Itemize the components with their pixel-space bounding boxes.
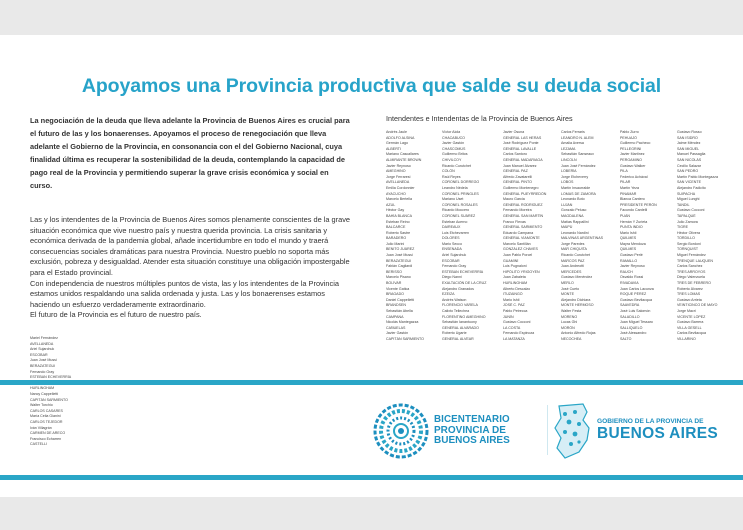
- left-name-list: [30, 336, 120, 448]
- list-item: BERAZATEGUI: [386, 258, 412, 263]
- list-item: TRES ARROYOS: [677, 269, 706, 274]
- list-item: Facundo Cardelli: [620, 208, 648, 213]
- list-item: SUIPACHA: [677, 191, 696, 196]
- document-sheet: [0, 35, 743, 497]
- list-item: Juan Pablo Porcel: [503, 253, 533, 258]
- list-item: Roberto Sastre: [386, 230, 411, 235]
- list-item: Federico Achával: [620, 174, 648, 179]
- list-item: Marcelo Bertella: [386, 197, 412, 202]
- list-item: Andrés Watson: [442, 297, 467, 302]
- list-item: Germán Lago: [386, 141, 408, 146]
- list-item: SAN MIGUEL: [677, 146, 700, 151]
- list-item: MONTE HERMOSO: [561, 303, 594, 308]
- list-item: Andrés Jaule: [386, 130, 407, 134]
- list-item: TAPALQUÉ: [677, 213, 696, 218]
- bicentenario-line-2: PROVINCIA DE: [434, 424, 506, 436]
- list-item: Juan José Fernández: [561, 163, 596, 168]
- bicentenario-logo: [372, 398, 542, 468]
- list-item: MERLO: [561, 281, 574, 286]
- list-item: PEHUAJÓ: [620, 135, 637, 140]
- list-item: LEANDRO N. ALEM: [561, 135, 594, 140]
- list-item: MAGDALENA: [561, 213, 584, 218]
- list-item: SALLIQUELÓ: [620, 325, 643, 330]
- list-item: Fernando Espinoza: [503, 331, 535, 336]
- list-item: Leonardo Nardini: [561, 230, 589, 235]
- list-item: CARMEN DE ARECO: [30, 431, 66, 436]
- list-item: GENERAL SAN MARTÍN: [503, 213, 544, 218]
- list-item: VEINTICINCO DE MAYO: [677, 303, 718, 308]
- list-item: VILLARINO: [677, 336, 696, 341]
- list-item: Jorge Macri: [677, 309, 696, 313]
- gobierno-text: [597, 418, 718, 443]
- list-item: GENERAL SARMIENTO: [503, 225, 543, 230]
- list-item: PINAMAR: [620, 191, 637, 196]
- list-item: RIVADAVIA: [620, 281, 639, 286]
- list-item: ESCOBAR: [442, 258, 460, 263]
- list-item: Vicente Gatica: [386, 286, 410, 291]
- list-item: TORDILLO: [677, 236, 695, 241]
- top-color-band: [0, 380, 743, 385]
- list-item: Walter Torchio: [30, 403, 53, 408]
- list-item: LUJÁN: [561, 202, 573, 207]
- list-item: LOBOS: [561, 180, 574, 185]
- list-item: Eduardo Campana: [503, 230, 534, 235]
- list-item: CAÑUELAS: [386, 325, 406, 330]
- logo-divider: [547, 405, 548, 455]
- list-item: María Celia Gianini: [30, 414, 61, 419]
- list-item: GENERAL VIAMONTE: [503, 236, 540, 241]
- list-item: Guillermo Pacheco: [620, 141, 651, 146]
- list-item: SAN PEDRO: [677, 169, 699, 174]
- list-item: SAN VICENTE: [677, 180, 701, 185]
- list-item: HURLINGHAM: [30, 386, 55, 391]
- list-item: Mariel Fernández: [30, 336, 58, 340]
- list-item: Jorge Etcheverry: [561, 174, 589, 179]
- province-map-icon: [553, 402, 593, 460]
- list-item: Miguel Fernández: [677, 253, 706, 258]
- list-item: Ricardo Moccero: [442, 208, 470, 213]
- list-item: SALTO: [620, 336, 632, 341]
- list-item: PERGAMINO: [620, 157, 642, 162]
- list-item: CORONEL PRINGLES: [442, 191, 479, 196]
- gobierno-line-2: BUENOS AIRES: [597, 425, 719, 442]
- list-item: Leandro Nédela: [442, 185, 468, 190]
- list-item: Ariel Sujarchuk: [30, 347, 55, 352]
- list-item: SAN ISIDRO: [677, 135, 698, 140]
- list-item: Luis Etchevarren: [442, 230, 469, 235]
- list-item: Jorge Ferraresi: [386, 174, 411, 179]
- list-item: AYACUCHO: [386, 191, 406, 196]
- list-item: AVELLANEDA: [30, 341, 54, 346]
- list-item: TANDIL: [677, 202, 690, 207]
- list-item: GENERAL PINTO: [503, 180, 532, 185]
- list-item: Fabián Cagliardi: [386, 264, 413, 269]
- list-item: CORONEL ROSALES: [442, 202, 478, 207]
- list-item: RAMALLO: [620, 258, 638, 263]
- list-item: BENITO JUÁREZ: [386, 247, 415, 252]
- list-item: Walter Festa: [561, 309, 582, 313]
- list-item: Martín Pablo Montegazza: [677, 174, 718, 179]
- list-item: HURLINGHAM: [503, 281, 528, 286]
- list-item: CHIVILCOY: [442, 157, 462, 162]
- list-item: CAPITÁN SARMIENTO: [30, 397, 68, 402]
- name-column: [561, 130, 623, 343]
- list-item: LA COSTA: [503, 325, 521, 330]
- list-item: GENERAL RODRÍGUEZ: [503, 202, 543, 207]
- list-item: José Luis Salomón: [620, 309, 651, 313]
- list-item: Alberto Descalzo: [503, 286, 531, 291]
- list-item: Juan Miguel Tessaro: [620, 320, 653, 325]
- list-item: Blanca Cantero: [620, 197, 645, 202]
- list-item: RAUCH: [620, 269, 633, 274]
- list-item: Ariel Sujarchuk: [442, 253, 467, 258]
- list-item: Javier Gastón: [386, 331, 409, 336]
- list-item: Fernando Gray: [442, 264, 467, 269]
- list-item: Amalia Aversa: [561, 141, 584, 146]
- list-item: Nancy Cappelletti: [30, 391, 59, 396]
- list-item: Gustavo Arrieta: [677, 297, 702, 302]
- list-item: EXALTACIÓN DE LA CRUZ: [442, 281, 487, 286]
- list-item: QUILMES: [620, 247, 637, 252]
- list-item: Carlos Santoro: [503, 152, 527, 157]
- list-item: Jaime Méndez: [677, 141, 701, 146]
- list-item: Diego Nanni: [442, 275, 462, 280]
- list-item: Antonio Alfredo Rojas: [561, 331, 596, 336]
- name-column: [442, 130, 504, 343]
- list-item: Víctor Aiola: [442, 130, 461, 134]
- list-item: Guillermo Montenegro: [503, 185, 539, 190]
- list-item: Guillermo Britos: [442, 152, 468, 157]
- name-column: [620, 130, 682, 343]
- list-item: ENSENADA: [442, 247, 462, 252]
- list-item: ESCOBAR: [30, 352, 48, 357]
- list-item: MORÓN: [561, 325, 575, 330]
- list-item: JOSÉ C. PAZ: [503, 303, 525, 308]
- list-item: Gonzalo Peluso: [561, 208, 587, 213]
- name-column: [677, 130, 739, 343]
- list-item: TRENQUE LAUQUEN: [677, 258, 713, 263]
- list-item: Daniel Cappelletti: [386, 297, 415, 302]
- bicentenario-text: [434, 415, 510, 447]
- list-item: CARLOS TEJEDOR: [30, 419, 63, 424]
- list-item: TRES LOMAS: [677, 292, 701, 297]
- list-item: Francisco Echarren: [30, 436, 62, 441]
- list-item: BALCARCE: [386, 225, 406, 230]
- body-paragraph-1: Las y los intendentes de la Provincia de Buenos Aires somos plenamente conscientes de la grave situación económica que vive nuestro país y nuestra querida provincia. La crisis sanitaria y económica derivada de la pandemia global, añade incertidumbre en todo el mundo y traerá consecuencias sociales dramáticas para nuestra Provincia. Nuestro pueblo no soporta más exclusión, pobreza y desigualdad. Atender esta situación constituye una obligación impostergable para el Estado provincial.: [30, 215, 351, 277]
- list-item: AZUL: [386, 202, 396, 207]
- list-item: LEZAMA: [561, 146, 576, 151]
- list-item: Alejandro Granados: [442, 286, 474, 291]
- list-item: Alfredo Zavatarelli: [503, 174, 532, 179]
- list-item: Nicolás Mantegazza: [386, 320, 419, 325]
- list-item: DOLORES: [442, 236, 460, 241]
- list-item: Cecilio Salazar: [677, 163, 701, 168]
- list-item: BERISSO: [386, 269, 402, 274]
- list-item: VILLA GESELL: [677, 325, 702, 330]
- list-item: Mariano Uset: [442, 197, 464, 202]
- list-item: Roberto Álvarez: [677, 286, 703, 291]
- list-item: Sebastián Ianantuony: [442, 320, 477, 325]
- list-item: NECOCHEA: [561, 336, 582, 341]
- list-item: Mayra Mendoza: [620, 241, 646, 246]
- body-text: [30, 215, 352, 321]
- list-item: Javier Martínez: [620, 152, 645, 157]
- list-item: Mario Ishii: [503, 297, 520, 302]
- list-item: PUÁN: [620, 213, 630, 218]
- list-item: ITUZAINGÓ: [503, 292, 523, 297]
- bottom-color-band: [0, 475, 743, 480]
- list-item: Mariano Cascallares: [386, 152, 419, 157]
- list-item: Fernando Gray: [30, 369, 55, 374]
- list-item: GONZÁLEZ CHAVES: [503, 247, 538, 252]
- bicentenario-line-1: BICENTENARIO: [434, 414, 510, 425]
- list-item: GENERAL LAVALLE: [503, 146, 537, 151]
- page-title: Apoyamos una Provincia productiva que salde su deuda social: [81, 75, 662, 97]
- list-item: TRES DE FEBRERO: [677, 281, 711, 286]
- list-item: Héctor Olivera: [677, 230, 700, 235]
- list-item: GENERAL MADARIAGA: [503, 157, 543, 162]
- list-item: Matías Rappallini: [561, 219, 589, 224]
- list-item: Carlos Sanchez: [677, 264, 703, 269]
- list-item: SAN NICOLÁS: [677, 157, 702, 162]
- list-item: Juan Zabaleta: [503, 275, 526, 280]
- list-item: Sebastián Sanseaux: [561, 152, 594, 157]
- list-item: VICENTE LÓPEZ: [677, 314, 706, 319]
- list-item: Gustavo Rosso: [677, 130, 702, 134]
- list-item: ALBERTI: [386, 146, 401, 151]
- list-item: Emilia Cordonnier: [386, 185, 415, 190]
- list-item: Mario Secco: [442, 241, 462, 246]
- list-item: DAIREAUX: [442, 225, 461, 230]
- list-item: Gustavo Menéndez: [561, 275, 593, 280]
- list-item: PUNTA INDIO: [620, 225, 643, 230]
- list-item: BRAGADO: [386, 292, 404, 297]
- list-item: BERAZATEGUI: [30, 363, 56, 368]
- list-item: Ricardo Curutchet: [442, 163, 471, 168]
- list-item: ROQUE PÉREZ: [620, 292, 647, 297]
- list-item: AMEGHINO: [386, 169, 406, 174]
- list-item: Javier Gastón: [442, 141, 465, 146]
- list-item: Javier Osuna: [503, 130, 525, 134]
- list-item: Raúl Reyes: [442, 174, 461, 179]
- list-item: Ricardo Curutchet: [561, 253, 590, 258]
- list-item: LA MATANZA: [503, 336, 525, 341]
- gobierno-line-1: GOBIERNO DE LA PROVINCIA DE: [597, 418, 704, 425]
- list-item: Manuel Passaglia: [677, 152, 706, 157]
- list-item: Javier Reynoso: [386, 163, 411, 168]
- list-item: JUNÍN: [503, 314, 514, 319]
- list-item: MARCOS PAZ: [561, 258, 585, 263]
- lead-paragraph: La negociación de la deuda que lleva adelante la Provincia de Buenos Aires es crucial para el futuro de las y los bonaerenses. Apoyamos el proceso de renegociación que lleva adelante el Gobierno de la Provincia, en consonancia con el del Gobierno Nacional, cuya finalidad última es recuperar la sostenibilidad de la deuda, contemplando la capacidad de pago real de la Provincia y permitiendo superar la grave crisis económica y social en curso.: [30, 116, 350, 190]
- list-item: Esteban Acerno: [442, 219, 468, 224]
- list-item: CARLOS CASARES: [30, 408, 63, 413]
- list-item: Pablo Zurro: [620, 130, 639, 134]
- bicentenario-line-3: BUENOS AIRES: [434, 435, 510, 446]
- list-item: Martín Yeza: [620, 185, 639, 190]
- list-item: CAMPANA: [386, 314, 404, 319]
- list-item: José Rodríguez Ponte: [503, 141, 539, 146]
- list-item: SAAVEDRA: [620, 303, 640, 308]
- list-item: Leonardo Boto: [561, 197, 585, 202]
- list-item: Pablo Petrecca: [503, 309, 528, 313]
- list-item: Hernán Y Zurieta: [620, 219, 648, 224]
- list-item: José Alessandro: [620, 331, 647, 336]
- list-item: ESTEBAN ECHEVERRÍA: [30, 375, 72, 380]
- list-item: Alejandro Dichiara: [561, 297, 591, 302]
- list-item: BAHÍA BLANCA: [386, 213, 412, 218]
- name-column: [386, 130, 448, 343]
- list-item: Juan José Mussi: [386, 253, 413, 258]
- list-item: CORONEL DORREGO: [442, 180, 480, 185]
- list-item: HIPÓLITO YRIGOYEN: [503, 269, 540, 274]
- list-item: MALVINAS ARGENTINAS: [561, 236, 604, 241]
- list-item: TORNQUIST: [677, 247, 699, 252]
- list-item: GUAMINÍ: [503, 258, 519, 263]
- list-item: Juan José Mussi: [30, 358, 57, 363]
- list-item: FLORENCIO VARELA: [442, 303, 478, 308]
- list-item: SALADILLO: [620, 314, 640, 319]
- list-item: Julio Marini: [386, 241, 405, 246]
- list-item: Esteban Reino: [386, 219, 410, 224]
- body-paragraph-2: Con independencia de nuestros múltiples puntos de vista, las y los intendentes de la Provincia estamos unidos respaldando una salida ordenada y justa. Las y los bonaerenses estamos haciendo un esfuerzo verdaderamente extraordinario.: [30, 278, 339, 309]
- list-item: Luis Pugnaloni: [503, 264, 527, 269]
- list-item: Juan Carlos Lacunza: [620, 286, 654, 291]
- list-item: ADOLFO ALSINA: [386, 135, 415, 140]
- list-item: Gustavo Bevilacqua: [620, 297, 652, 302]
- list-item: Gustavo Barrera: [677, 320, 704, 325]
- list-item: Gustavo Cocconi: [677, 208, 705, 213]
- list-item: José Cueto: [561, 286, 580, 291]
- name-column: [503, 130, 565, 343]
- list-item: Julio Zamora: [677, 219, 698, 224]
- list-item: CAPITÁN SARMIENTO: [386, 336, 424, 341]
- list-item: LOMAS DE ZAMORA: [561, 191, 596, 196]
- list-item: PRESIDENTE PERÓN: [620, 202, 657, 207]
- list-item: GENERAL PAZ: [503, 169, 528, 174]
- list-item: GENERAL ALVARADO: [442, 325, 479, 330]
- list-item: CASTELLI: [30, 442, 47, 447]
- list-item: Marcelo Pisano: [386, 275, 411, 280]
- list-item: Mauro Garcia: [503, 197, 525, 202]
- list-item: CHACABUCO: [442, 135, 465, 140]
- list-item: Carlos Ferraris: [561, 130, 585, 134]
- list-item: Roberto Ugarte: [442, 331, 467, 336]
- list-item: Calixto Tellechea: [442, 309, 470, 313]
- list-item: Sebastián Abella: [386, 309, 413, 313]
- bicentenario-emblem-icon: [372, 402, 430, 460]
- list-item: Martín Insaurralde: [561, 185, 591, 190]
- list-item: Javier Reynoso: [620, 264, 645, 269]
- list-item: LINCOLN: [561, 157, 577, 162]
- list-item: Alejandro Fadicito: [677, 185, 706, 190]
- list-item: Jorge Paredes: [561, 241, 585, 246]
- list-item: BRANDSEN: [386, 303, 406, 308]
- list-item: Mario Ishii: [620, 230, 637, 235]
- list-item: Fernando Moreira: [503, 208, 532, 213]
- list-item: Lucas Ghi: [561, 320, 578, 325]
- list-item: Marcelo Santillán: [503, 241, 531, 246]
- list-item: MAIPÚ: [561, 225, 573, 230]
- list-item: COLÓN: [442, 169, 455, 174]
- list-item: Iván Villagrán: [30, 425, 52, 430]
- list-item: TIGRE: [677, 225, 688, 230]
- list-item: Osvaldo Rossi: [620, 275, 644, 280]
- list-item: BARADERO: [386, 236, 407, 241]
- list-item: GENERAL ALVEAR: [442, 336, 474, 341]
- list-item: AVELLANEDA: [386, 180, 410, 185]
- list-item: Juan Andreotti: [561, 264, 584, 269]
- list-item: Sergio Bordoni: [677, 241, 701, 246]
- list-item: PILA: [620, 169, 628, 174]
- list-item: Diego Valenzuela: [677, 275, 705, 280]
- body-paragraph-3: El futuro de la Provincia es el futuro de nuestro país.: [30, 310, 202, 320]
- list-item: MONTE: [561, 292, 574, 297]
- list-item: Carlos Bevilacqua: [677, 331, 706, 336]
- list-item: MAR CHIQUITA: [561, 247, 587, 252]
- list-item: Gustavo Perié: [620, 253, 643, 258]
- list-item: FLORENTINO AMEGHINO: [442, 314, 486, 319]
- gobierno-logo: [553, 398, 733, 468]
- list-item: EZEIZA: [442, 292, 455, 297]
- list-item: PELLEGRINI: [620, 146, 642, 151]
- list-item: GENERAL LAS HERAS: [503, 135, 542, 140]
- list-item: MERCEDES: [561, 269, 582, 274]
- list-item: PILAR: [620, 180, 631, 185]
- list-item: MORENO: [561, 314, 578, 319]
- list-item: GENERAL PUEYRREDÓN: [503, 191, 547, 196]
- list-item: Franco Flexas: [503, 219, 526, 224]
- list-item: QUILMES: [620, 236, 637, 241]
- list-item: LOBERÍA: [561, 169, 577, 174]
- list-item: Miguel Lunghi: [677, 197, 700, 202]
- list-item: CORONEL SUÁREZ: [442, 213, 476, 218]
- list-item: BOLÍVAR: [386, 281, 402, 286]
- list-item: Juan Manuel Álvarez: [503, 163, 537, 168]
- list-item: Héctor Gay: [386, 208, 405, 213]
- list-item: CHASCOMÚS: [442, 146, 466, 151]
- list-item: Gustavo Walker: [620, 163, 646, 168]
- list-item: ESTEBAN ECHEVERRÍA: [442, 269, 484, 274]
- list-item: Gustavo Cocconi: [503, 320, 531, 325]
- list-item: ALMIRANTE BROWN: [386, 157, 422, 162]
- names-heading: Intendentes e Intendentas de la Provincia de Buenos Aires: [386, 114, 573, 123]
